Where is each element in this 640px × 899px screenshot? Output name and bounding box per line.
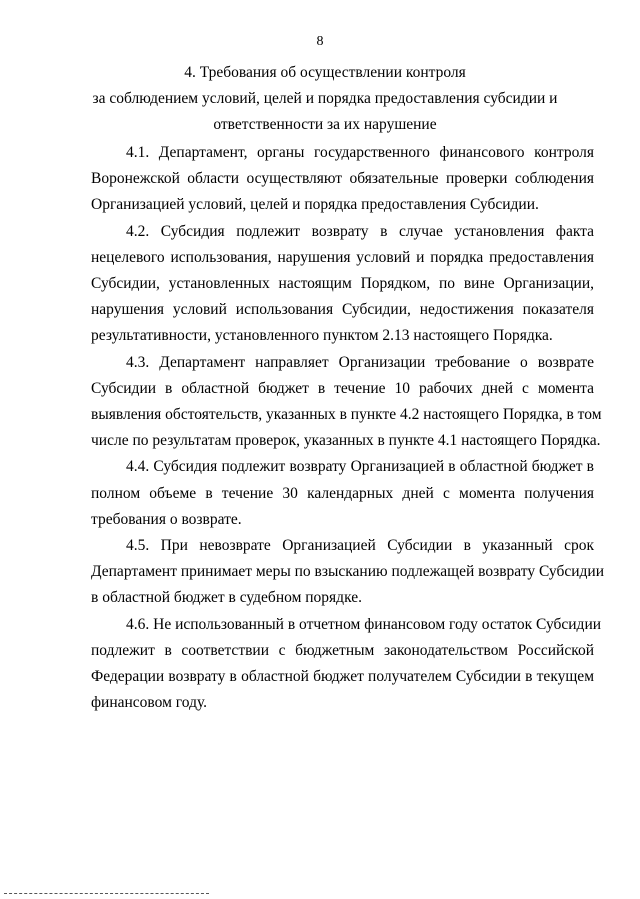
text-line: полном объеме в течение 30 календарных дней с момента получения xyxy=(91,484,594,502)
text-line: 4.1. Департамент, органы государственного финансового контроля xyxy=(126,144,594,161)
text-line: числе по результатам проверок, указанных в пункте 4.1 настоящего Порядка. xyxy=(91,432,601,450)
footer-divider xyxy=(4,893,209,894)
document-body xyxy=(91,140,605,716)
text-line: 4.3. Департамент направляет Организации требование о возврате xyxy=(126,353,594,371)
text-line: выявления обстоятельств, указанных в пункте 4.2 настоящего Порядка, в том xyxy=(91,406,602,424)
heading-line-3: ответственности за их нарушение xyxy=(213,116,437,133)
text-line: Департамент принимает меры по взысканию подлежащей возврату Субсидии xyxy=(91,563,605,581)
text-line: нецелевого использования, нарушения условий и порядка предоставления xyxy=(91,248,594,266)
text-line: в областной бюджет в судебном порядке. xyxy=(91,589,362,607)
text-line: Субсидии, установленных настоящим Порядком, по вине Организации, xyxy=(91,275,594,293)
paragraph-4-3 xyxy=(91,350,602,455)
paragraph-4-1 xyxy=(91,140,594,219)
text-line: Федерации возврату в областной бюджет получателем Субсидии в текущем xyxy=(91,668,594,686)
paragraph-4-4 xyxy=(91,454,594,533)
text-line: 4.6. Не использованный в отчетном финансовом году остаток Субсидии xyxy=(126,615,602,633)
text-line: 4.5. При невозврате Организацией Субсидии в указанный срок xyxy=(126,537,594,555)
text-line: подлежит в соответствии с бюджетным законодательством Российской xyxy=(91,641,594,659)
page-number: 8 xyxy=(316,34,324,49)
text-line: требования о возврате. xyxy=(91,510,242,528)
section-heading xyxy=(90,60,560,138)
paragraph-4-6 xyxy=(91,612,602,717)
text-line: 4.2. Субсидия подлежит возврату в случае установления факта xyxy=(126,222,594,240)
text-line: 4.4. Субсидия подлежит возврату Организацией в областной бюджет в xyxy=(126,458,594,476)
paragraph-4-2 xyxy=(91,219,594,350)
text-line: Воронежской области осуществляют обязательные проверки соблюдения xyxy=(91,170,594,188)
text-line: Организацией условий, целей и порядка предоставления Субсидии. xyxy=(91,196,539,214)
heading-line-2: за соблюдением условий, целей и порядка предоставления субсидии и xyxy=(92,90,558,107)
text-line: результативности, установленного пунктом 2.13 настоящего Порядка. xyxy=(91,327,553,345)
paragraph-4-5 xyxy=(91,533,605,612)
text-line: нарушения условий использования Субсидии, недостижения показателя xyxy=(91,301,594,319)
text-line: финансовом году. xyxy=(91,694,208,712)
text-line: Субсидии в областной бюджет в течение 10 рабочих дней с момента xyxy=(91,379,594,397)
heading-line-1: 4. Требования об осуществлении контроля xyxy=(184,64,466,81)
